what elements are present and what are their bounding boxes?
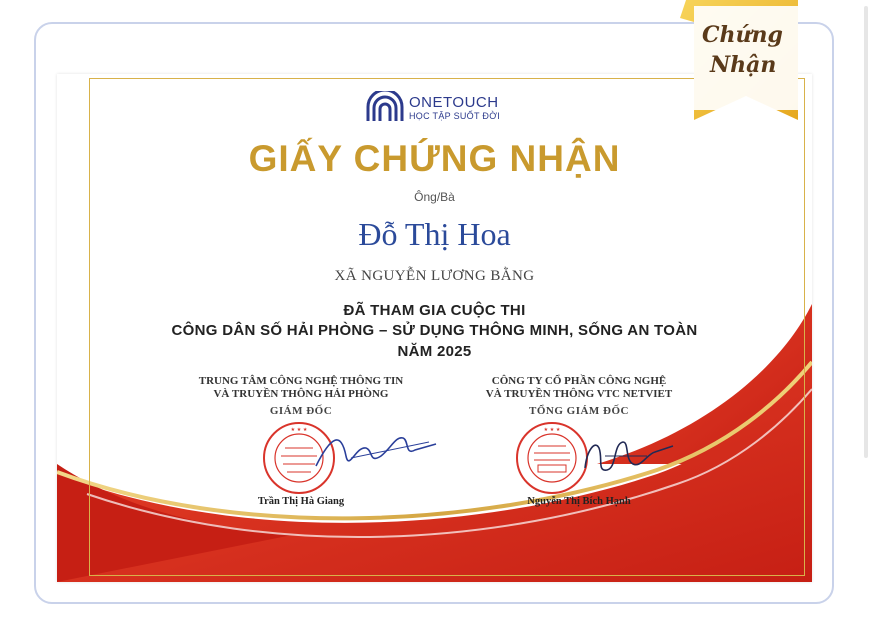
contest-name-line: CÔNG DÂN SỐ HẢI PHÒNG – SỬ DỤNG THÔNG MINH, SỐNG AN TOÀN [171, 322, 698, 339]
logo-tagline: HỌC TẬP SUỐT ĐỜI [409, 111, 501, 121]
contest-year-line: NĂM 2025 [397, 343, 472, 360]
right-org-line1: CÔNG TY CỔ PHẦN CÔNG NGHỆ [491, 375, 667, 387]
left-org-line1: TRUNG TÂM CÔNG NGHỆ THÔNG TIN [198, 375, 404, 387]
left-org-line2: VÀ TRUYỀN THÔNG HẢI PHÒNG [213, 388, 389, 400]
right-organization [449, 375, 709, 401]
left-organization [171, 375, 431, 401]
right-role: TỔNG GIÁM ĐỐC [529, 405, 629, 417]
certificate-title: GIẤY CHỨNG NHẬN [248, 138, 621, 179]
recipient-commune: XÃ NGUYỄN LƯƠNG BẰNG [334, 268, 535, 284]
certificate [57, 74, 812, 582]
ribbon-text-line2: Nhận [710, 52, 777, 78]
left-signer-name: Trần Thị Hà Giang [257, 496, 345, 507]
scrollbar[interactable] [864, 6, 868, 458]
right-signer-name: Nguyễn Thị Bích Hạnh [527, 496, 631, 507]
svg-text:★ ★ ★: ★ ★ ★ [290, 427, 308, 433]
svg-text:★ ★ ★: ★ ★ ★ [543, 427, 561, 433]
onetouch-logo [365, 91, 525, 125]
salutation: Ông/Bà [414, 190, 455, 204]
left-role: GIÁM ĐỐC [269, 405, 333, 417]
ribbon-text-line1: Chứng [702, 22, 783, 48]
recipient-name: Đỗ Thị Hoa [358, 216, 511, 252]
right-signature-icon [577, 430, 677, 480]
left-signature-icon [311, 426, 441, 474]
right-org-line2: VÀ TRUYỀN THÔNG VTC NETVIET [485, 388, 673, 400]
certificate-ribbon [676, 0, 800, 120]
logo-brand: ONETOUCH [409, 94, 499, 111]
participation-line: ĐÃ THAM GIA CUỘC THI [343, 302, 526, 319]
arch-logo-icon [365, 91, 405, 123]
